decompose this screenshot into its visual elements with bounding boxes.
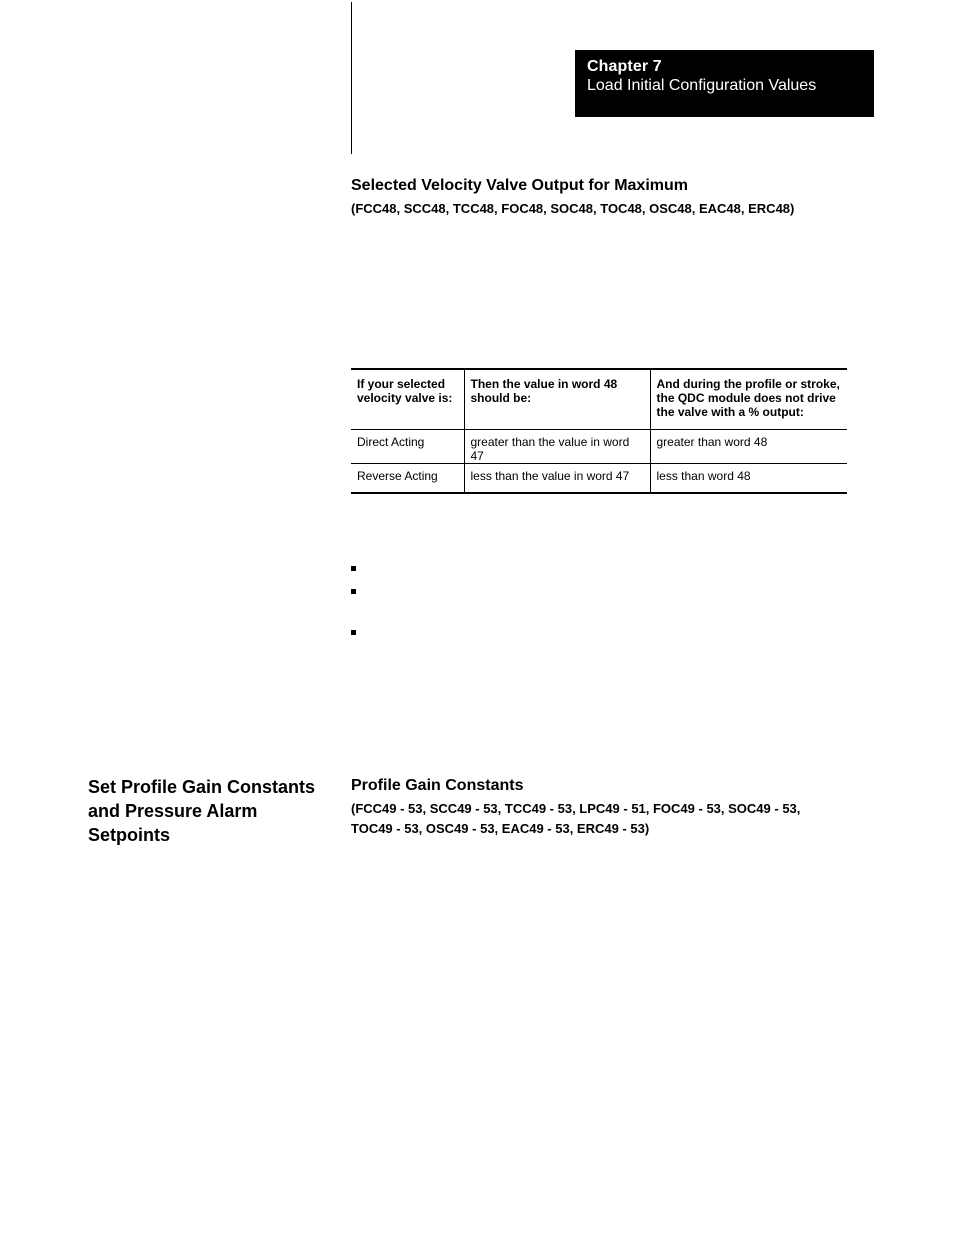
chapter-label: Chapter 7 (587, 58, 662, 75)
table-cell: Reverse Acting (351, 463, 464, 493)
bullet-marker (351, 630, 356, 635)
table-cell: greater than word 48 (650, 429, 847, 463)
section-heading-velocity-valve: Selected Velocity Valve Output for Maximum (351, 177, 688, 194)
table-header-row (351, 369, 847, 429)
table-cell: less than word 48 (650, 463, 847, 493)
chapter-header (575, 50, 874, 117)
table-row (351, 463, 847, 493)
table-header-cell: If your selected velocity valve is: (357, 377, 453, 405)
margin-rule (351, 2, 352, 154)
table-header-cell: Then the value in word 48 should be: (464, 369, 650, 429)
section-subheading-profile-gain-2: TOC49 - 53, OSC49 - 53, EAC49 - 53, ERC49 - 53) (351, 821, 650, 836)
valve-output-table (351, 368, 847, 494)
table-row (351, 429, 847, 463)
side-heading: Set Profile Gain Constants and Pressure Alarm Setpoints (88, 777, 316, 845)
section-subheading-profile-gain-1: (FCC49 - 53, SCC49 - 53, TCC49 - 53, LPC49 - 51, FOC49 - 53, SOC49 - 53, (351, 801, 801, 816)
table-cell: Direct Acting (351, 429, 464, 463)
table-cell: less than the value in word 47 (464, 463, 650, 493)
section-heading-profile-gain: Profile Gain Constants (351, 777, 524, 794)
bullet-marker (351, 589, 356, 594)
bullet-marker (351, 566, 356, 571)
table-cell: greater than the value in word 47 (464, 429, 650, 463)
section-subheading-velocity-valve: (FCC48, SCC48, TCC48, FOC48, SOC48, TOC48, OSC48, EAC48, ERC48) (351, 201, 795, 216)
chapter-title: Load Initial Configuration Values (587, 77, 817, 94)
table-header-cell: And during the profile or stroke, the QDC module does not drive the valve with a % output: (650, 369, 847, 429)
